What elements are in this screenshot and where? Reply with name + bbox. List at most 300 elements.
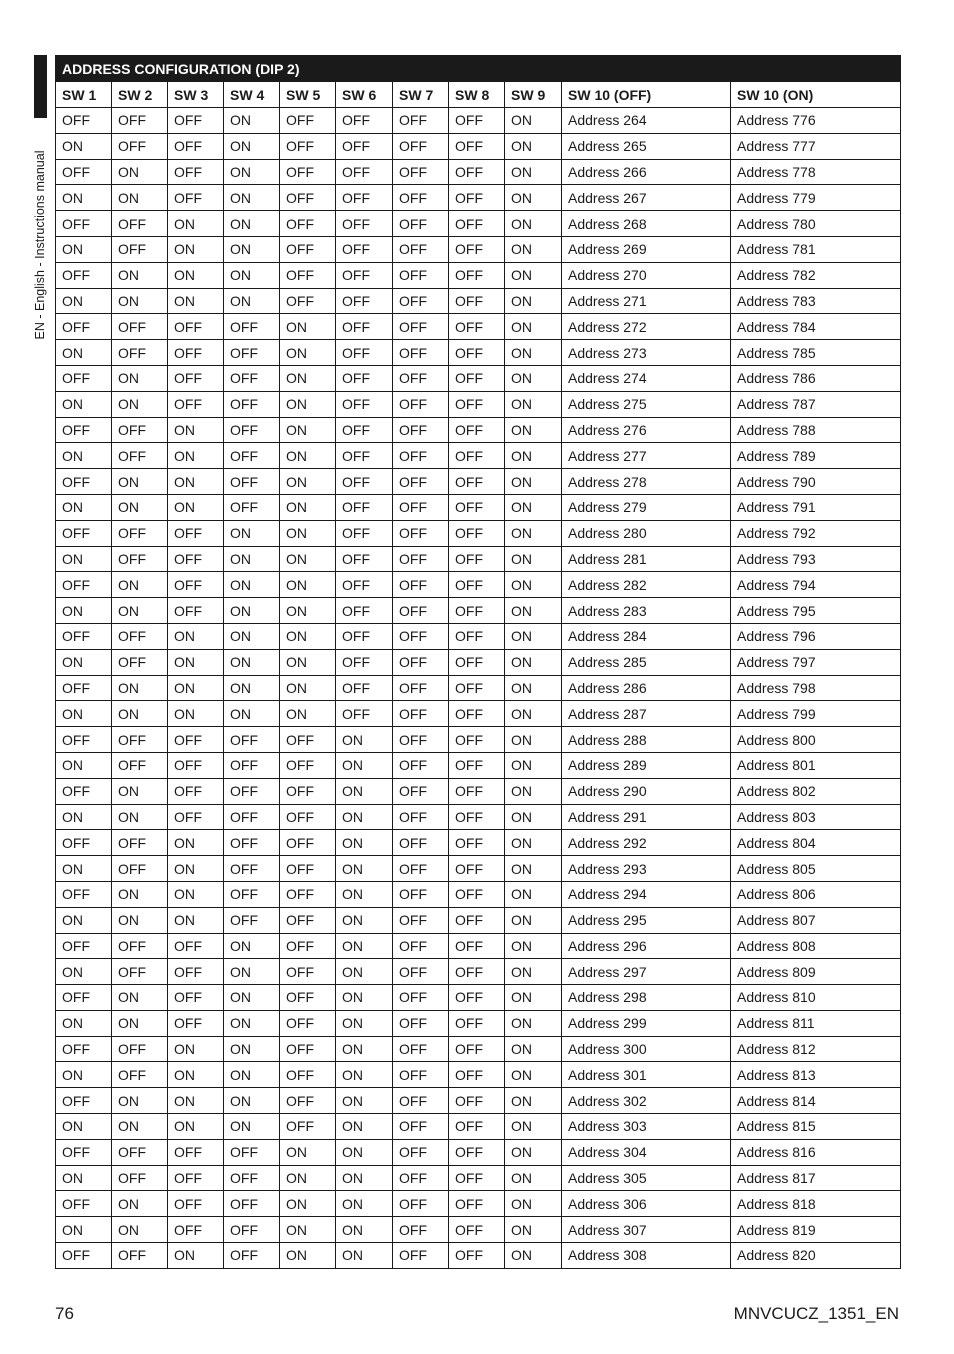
switch-state-cell: OFF [168, 752, 224, 778]
switch-state-cell: ON [168, 1114, 224, 1140]
switch-state-cell: OFF [393, 1165, 449, 1191]
switch-state-cell: OFF [280, 185, 336, 211]
address-cell: Address 283 [562, 598, 731, 624]
switch-state-cell: OFF [280, 881, 336, 907]
switch-state-cell: OFF [449, 546, 505, 572]
switch-state-cell: ON [505, 1191, 562, 1217]
switch-state-cell: OFF [393, 881, 449, 907]
switch-state-cell: ON [505, 907, 562, 933]
switch-state-cell: ON [168, 1062, 224, 1088]
table-row [56, 1114, 901, 1140]
switch-state-cell: OFF [112, 443, 168, 469]
switch-state-cell: ON [336, 1062, 393, 1088]
table-row [56, 701, 901, 727]
switch-state-cell: ON [505, 443, 562, 469]
switch-state-cell: ON [505, 133, 562, 159]
switch-state-cell: OFF [112, 133, 168, 159]
switch-state-cell: ON [56, 598, 112, 624]
switch-state-cell: ON [168, 649, 224, 675]
switch-state-cell: OFF [393, 804, 449, 830]
switch-state-cell: OFF [393, 391, 449, 417]
table-row [56, 391, 901, 417]
switch-state-cell: ON [505, 881, 562, 907]
switch-state-cell: OFF [393, 211, 449, 237]
switch-state-cell: ON [168, 262, 224, 288]
switch-state-cell: OFF [56, 469, 112, 495]
switch-state-cell: ON [224, 933, 280, 959]
address-cell: Address 303 [562, 1114, 731, 1140]
switch-state-cell: ON [280, 340, 336, 366]
switch-state-cell: OFF [336, 520, 393, 546]
switch-state-cell: OFF [336, 236, 393, 262]
switch-state-cell: OFF [112, 1062, 168, 1088]
switch-state-cell: OFF [449, 469, 505, 495]
switch-state-cell: OFF [449, 159, 505, 185]
switch-state-cell: OFF [449, 185, 505, 211]
table-row [56, 417, 901, 443]
address-cell: Address 289 [562, 752, 731, 778]
switch-state-cell: OFF [449, 443, 505, 469]
switch-state-cell: OFF [393, 236, 449, 262]
switch-state-cell: OFF [168, 933, 224, 959]
switch-state-cell: OFF [56, 1088, 112, 1114]
switch-state-cell: OFF [449, 675, 505, 701]
switch-state-cell: ON [280, 675, 336, 701]
switch-state-cell: ON [280, 572, 336, 598]
switch-state-cell: OFF [224, 443, 280, 469]
table-row [56, 469, 901, 495]
switch-state-cell: OFF [393, 623, 449, 649]
address-cell: Address 302 [562, 1088, 731, 1114]
switch-state-cell: ON [505, 830, 562, 856]
switch-state-cell: ON [336, 804, 393, 830]
switch-state-cell: ON [56, 1114, 112, 1140]
switch-state-cell: ON [505, 1088, 562, 1114]
address-cell: Address 273 [562, 340, 731, 366]
switch-state-cell: OFF [449, 365, 505, 391]
switch-state-cell: ON [112, 985, 168, 1011]
address-cell: Address 804 [731, 830, 901, 856]
switch-state-cell: OFF [393, 778, 449, 804]
address-cell: Address 781 [731, 236, 901, 262]
switch-state-cell: OFF [112, 1243, 168, 1269]
side-tab-marker [34, 55, 47, 118]
address-cell: Address 801 [731, 752, 901, 778]
address-cell: Address 803 [731, 804, 901, 830]
switch-state-cell: OFF [393, 365, 449, 391]
switch-state-cell: OFF [336, 598, 393, 624]
switch-state-cell: ON [112, 881, 168, 907]
switch-state-cell: OFF [280, 1114, 336, 1140]
switch-state-cell: OFF [112, 959, 168, 985]
switch-state-cell: OFF [280, 1036, 336, 1062]
switch-state-cell: OFF [393, 649, 449, 675]
switch-state-cell: ON [505, 1243, 562, 1269]
switch-state-cell: ON [168, 675, 224, 701]
switch-state-cell: ON [56, 1010, 112, 1036]
switch-state-cell: OFF [449, 288, 505, 314]
table-row [56, 830, 901, 856]
switch-state-cell: OFF [449, 1139, 505, 1165]
switch-state-cell: OFF [56, 365, 112, 391]
switch-state-cell: OFF [224, 881, 280, 907]
switch-state-cell: ON [336, 1243, 393, 1269]
switch-state-cell: OFF [224, 907, 280, 933]
switch-state-cell: OFF [393, 1217, 449, 1243]
switch-state-cell: ON [224, 520, 280, 546]
switch-state-cell: OFF [393, 1139, 449, 1165]
address-cell: Address 813 [731, 1062, 901, 1088]
switch-state-cell: ON [505, 572, 562, 598]
switch-state-cell: OFF [168, 1165, 224, 1191]
switch-state-cell: ON [280, 1139, 336, 1165]
switch-state-cell: OFF [280, 288, 336, 314]
switch-state-cell: ON [505, 1036, 562, 1062]
switch-state-cell: OFF [393, 830, 449, 856]
switch-state-cell: OFF [56, 314, 112, 340]
switch-state-cell: OFF [168, 804, 224, 830]
table-row [56, 1243, 901, 1269]
switch-state-cell: OFF [56, 262, 112, 288]
switch-state-cell: OFF [168, 159, 224, 185]
address-configuration-table [55, 55, 901, 1269]
switch-state-cell: OFF [168, 520, 224, 546]
switch-state-cell: ON [336, 907, 393, 933]
switch-state-cell: OFF [393, 159, 449, 185]
switch-state-cell: OFF [224, 778, 280, 804]
switch-state-cell: ON [505, 701, 562, 727]
address-cell: Address 798 [731, 675, 901, 701]
address-cell: Address 787 [731, 391, 901, 417]
switch-state-cell: ON [224, 211, 280, 237]
switch-state-cell: ON [112, 778, 168, 804]
table-row [56, 159, 901, 185]
switch-state-cell: ON [224, 1114, 280, 1140]
switch-state-cell: OFF [336, 211, 393, 237]
address-cell: Address 300 [562, 1036, 731, 1062]
switch-state-cell: OFF [56, 675, 112, 701]
switch-state-cell: ON [112, 675, 168, 701]
column-header: SW 9 [505, 82, 562, 108]
switch-state-cell: ON [168, 417, 224, 443]
switch-state-cell: ON [112, 907, 168, 933]
switch-state-cell: OFF [224, 417, 280, 443]
switch-state-cell: ON [280, 1243, 336, 1269]
switch-state-cell: ON [224, 959, 280, 985]
switch-state-cell: ON [505, 752, 562, 778]
address-cell: Address 290 [562, 778, 731, 804]
switch-state-cell: ON [505, 778, 562, 804]
switch-state-cell: OFF [56, 417, 112, 443]
switch-state-cell: ON [336, 1165, 393, 1191]
switch-state-cell: OFF [336, 443, 393, 469]
switch-state-cell: OFF [336, 159, 393, 185]
switch-state-cell: ON [280, 598, 336, 624]
switch-state-cell: ON [505, 365, 562, 391]
address-cell: Address 271 [562, 288, 731, 314]
address-cell: Address 285 [562, 649, 731, 675]
switch-state-cell: OFF [449, 727, 505, 753]
table-row [56, 727, 901, 753]
switch-state-cell: ON [168, 236, 224, 262]
switch-state-cell: OFF [224, 469, 280, 495]
switch-state-cell: OFF [112, 752, 168, 778]
switch-state-cell: OFF [168, 546, 224, 572]
switch-state-cell: ON [336, 727, 393, 753]
switch-state-cell: OFF [224, 494, 280, 520]
column-header: SW 10 (ON) [731, 82, 901, 108]
switch-state-cell: ON [224, 546, 280, 572]
switch-state-cell: ON [505, 262, 562, 288]
address-cell: Address 792 [731, 520, 901, 546]
switch-state-cell: OFF [393, 546, 449, 572]
switch-state-cell: OFF [449, 1114, 505, 1140]
switch-state-cell: ON [56, 1062, 112, 1088]
switch-state-cell: ON [505, 520, 562, 546]
switch-state-cell: OFF [280, 211, 336, 237]
switch-state-cell: ON [168, 443, 224, 469]
switch-state-cell: ON [112, 288, 168, 314]
switch-state-cell: OFF [56, 727, 112, 753]
column-header: SW 4 [224, 82, 280, 108]
switch-state-cell: ON [112, 572, 168, 598]
switch-state-cell: OFF [224, 752, 280, 778]
switch-state-cell: ON [112, 262, 168, 288]
switch-state-cell: ON [224, 985, 280, 1011]
switch-state-cell: ON [168, 1036, 224, 1062]
switch-state-cell: OFF [449, 1217, 505, 1243]
address-cell: Address 808 [731, 933, 901, 959]
switch-state-cell: ON [505, 108, 562, 134]
table-row [56, 907, 901, 933]
switch-state-cell: OFF [449, 907, 505, 933]
address-cell: Address 281 [562, 546, 731, 572]
table-row [56, 572, 901, 598]
switch-state-cell: ON [224, 108, 280, 134]
switch-state-cell: ON [168, 907, 224, 933]
switch-state-cell: ON [112, 1191, 168, 1217]
table-row [56, 1139, 901, 1165]
switch-state-cell: OFF [168, 572, 224, 598]
switch-state-cell: OFF [336, 546, 393, 572]
address-cell: Address 264 [562, 108, 731, 134]
switch-state-cell: ON [224, 288, 280, 314]
table-row [56, 365, 901, 391]
switch-state-cell: OFF [280, 133, 336, 159]
switch-state-cell: OFF [168, 365, 224, 391]
address-cell: Address 278 [562, 469, 731, 495]
switch-state-cell: OFF [449, 752, 505, 778]
switch-state-cell: ON [336, 1191, 393, 1217]
switch-state-cell: OFF [224, 1165, 280, 1191]
switch-state-cell: ON [505, 159, 562, 185]
switch-state-cell: ON [280, 649, 336, 675]
address-cell: Address 297 [562, 959, 731, 985]
switch-state-cell: OFF [393, 1062, 449, 1088]
address-cell: Address 275 [562, 391, 731, 417]
switch-state-cell: OFF [112, 108, 168, 134]
address-cell: Address 791 [731, 494, 901, 520]
address-cell: Address 266 [562, 159, 731, 185]
switch-state-cell: ON [505, 598, 562, 624]
switch-state-cell: ON [224, 262, 280, 288]
switch-state-cell: OFF [112, 1165, 168, 1191]
switch-state-cell: OFF [449, 108, 505, 134]
switch-state-cell: OFF [336, 314, 393, 340]
switch-state-cell: OFF [393, 340, 449, 366]
switch-state-cell: OFF [168, 778, 224, 804]
switch-state-cell: ON [56, 546, 112, 572]
switch-state-cell: ON [56, 443, 112, 469]
address-cell: Address 294 [562, 881, 731, 907]
switch-state-cell: OFF [449, 881, 505, 907]
address-cell: Address 807 [731, 907, 901, 933]
address-cell: Address 784 [731, 314, 901, 340]
switch-state-cell: ON [505, 185, 562, 211]
switch-state-cell: OFF [280, 856, 336, 882]
switch-state-cell: ON [336, 881, 393, 907]
switch-state-cell: OFF [280, 830, 336, 856]
switch-state-cell: OFF [393, 675, 449, 701]
switch-state-cell: OFF [56, 159, 112, 185]
address-cell: Address 783 [731, 288, 901, 314]
switch-state-cell: OFF [56, 211, 112, 237]
address-cell: Address 816 [731, 1139, 901, 1165]
column-header: SW 10 (OFF) [562, 82, 731, 108]
switch-state-cell: OFF [56, 623, 112, 649]
switch-state-cell: OFF [56, 520, 112, 546]
switch-state-cell: OFF [112, 546, 168, 572]
address-cell: Address 776 [731, 108, 901, 134]
switch-state-cell: OFF [112, 340, 168, 366]
switch-state-cell: OFF [393, 572, 449, 598]
switch-state-cell: ON [56, 701, 112, 727]
switch-state-cell: OFF [393, 959, 449, 985]
switch-state-cell: OFF [112, 314, 168, 340]
address-cell: Address 815 [731, 1114, 901, 1140]
switch-state-cell: OFF [224, 340, 280, 366]
switch-state-cell: OFF [56, 1139, 112, 1165]
table-title-row [56, 56, 901, 82]
switch-state-cell: OFF [393, 108, 449, 134]
switch-state-cell: OFF [280, 1088, 336, 1114]
table-row [56, 185, 901, 211]
switch-state-cell: OFF [168, 133, 224, 159]
switch-state-cell: ON [112, 1217, 168, 1243]
switch-state-cell: ON [280, 623, 336, 649]
address-cell: Address 820 [731, 1243, 901, 1269]
table-row [56, 752, 901, 778]
switch-state-cell: ON [112, 1114, 168, 1140]
address-cell: Address 274 [562, 365, 731, 391]
switch-state-cell: OFF [224, 314, 280, 340]
switch-state-cell: OFF [280, 108, 336, 134]
switch-state-cell: OFF [449, 314, 505, 340]
switch-state-cell: OFF [168, 1191, 224, 1217]
address-cell: Address 276 [562, 417, 731, 443]
switch-state-cell: OFF [449, 1010, 505, 1036]
address-cell: Address 272 [562, 314, 731, 340]
switch-state-cell: OFF [336, 417, 393, 443]
table-row [56, 1010, 901, 1036]
switch-state-cell: OFF [280, 907, 336, 933]
address-cell: Address 793 [731, 546, 901, 572]
switch-state-cell: OFF [280, 727, 336, 753]
switch-state-cell: ON [336, 1139, 393, 1165]
switch-state-cell: ON [336, 1036, 393, 1062]
table-row [56, 546, 901, 572]
switch-state-cell: ON [56, 1217, 112, 1243]
address-cell: Address 817 [731, 1165, 901, 1191]
switch-state-cell: OFF [393, 1088, 449, 1114]
switch-state-cell: OFF [56, 985, 112, 1011]
switch-state-cell: OFF [449, 649, 505, 675]
switch-state-cell: OFF [168, 185, 224, 211]
switch-state-cell: OFF [280, 262, 336, 288]
switch-state-cell: OFF [112, 1036, 168, 1062]
column-header: SW 6 [336, 82, 393, 108]
switch-state-cell: OFF [336, 494, 393, 520]
switch-state-cell: OFF [112, 520, 168, 546]
address-cell: Address 265 [562, 133, 731, 159]
table-row [56, 211, 901, 237]
switch-state-cell: OFF [336, 185, 393, 211]
switch-state-cell: OFF [112, 211, 168, 237]
switch-state-cell: ON [336, 959, 393, 985]
switch-state-cell: ON [505, 417, 562, 443]
switch-state-cell: OFF [280, 959, 336, 985]
switch-state-cell: OFF [449, 1191, 505, 1217]
switch-state-cell: ON [168, 623, 224, 649]
switch-state-cell: OFF [112, 623, 168, 649]
table-row [56, 649, 901, 675]
table-row [56, 1217, 901, 1243]
switch-state-cell: OFF [56, 881, 112, 907]
switch-state-cell: ON [280, 417, 336, 443]
column-header: SW 7 [393, 82, 449, 108]
column-header: SW 3 [168, 82, 224, 108]
table-row [56, 443, 901, 469]
address-cell: Address 295 [562, 907, 731, 933]
address-cell: Address 814 [731, 1088, 901, 1114]
switch-state-cell: OFF [336, 391, 393, 417]
switch-state-cell: ON [505, 1062, 562, 1088]
address-cell: Address 304 [562, 1139, 731, 1165]
switch-state-cell: OFF [336, 701, 393, 727]
switch-state-cell: OFF [56, 1036, 112, 1062]
table-row [56, 108, 901, 134]
address-cell: Address 796 [731, 623, 901, 649]
switch-state-cell: OFF [393, 727, 449, 753]
switch-state-cell: OFF [393, 1010, 449, 1036]
switch-state-cell: OFF [449, 1243, 505, 1269]
switch-state-cell: ON [280, 1191, 336, 1217]
switch-state-cell: OFF [336, 108, 393, 134]
switch-state-cell: OFF [280, 1010, 336, 1036]
address-cell: Address 812 [731, 1036, 901, 1062]
address-cell: Address 789 [731, 443, 901, 469]
address-cell: Address 308 [562, 1243, 731, 1269]
address-cell: Address 811 [731, 1010, 901, 1036]
address-cell: Address 786 [731, 365, 901, 391]
address-cell: Address 287 [562, 701, 731, 727]
table-row [56, 1191, 901, 1217]
switch-state-cell: OFF [336, 262, 393, 288]
switch-state-cell: ON [56, 907, 112, 933]
address-cell: Address 797 [731, 649, 901, 675]
switch-state-cell: OFF [168, 959, 224, 985]
switch-state-cell: ON [56, 752, 112, 778]
